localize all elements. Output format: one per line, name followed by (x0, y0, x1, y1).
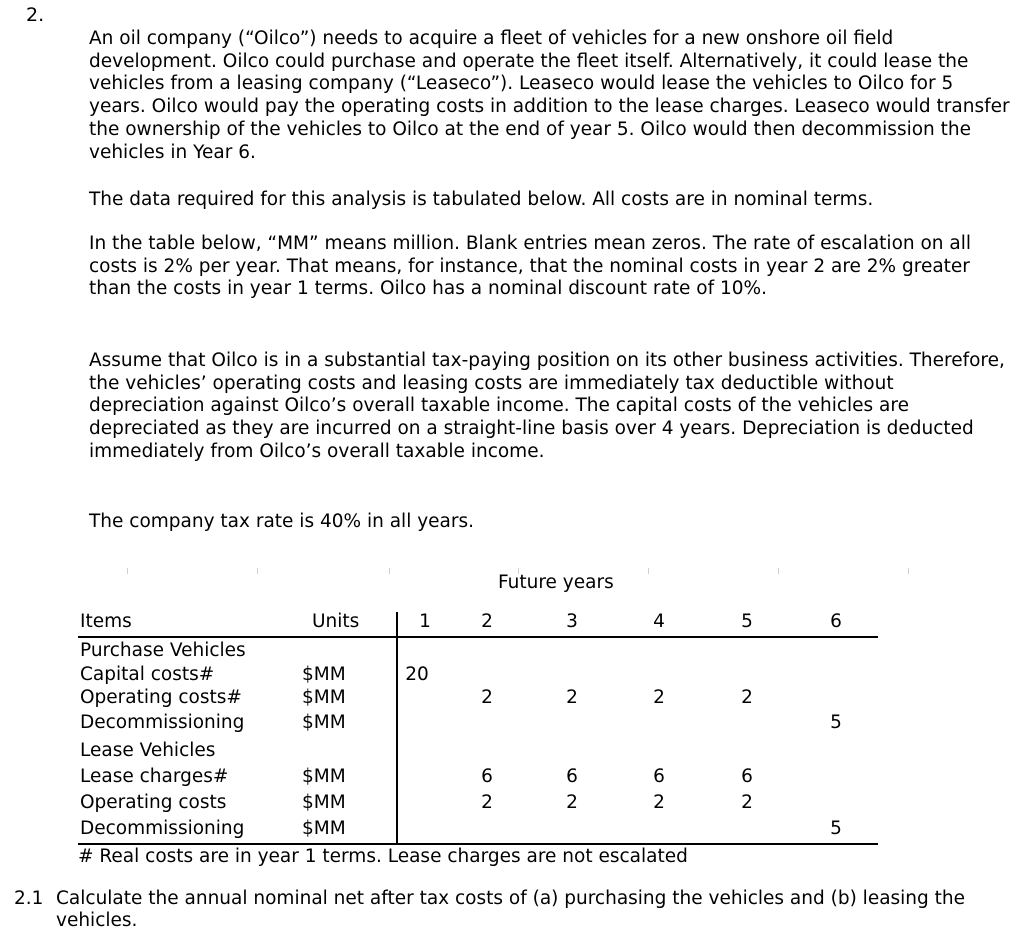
paragraph-text: Assume that Oilco is in a substantial tax-paying position on its other business activities. Therefore, the vehicles’ operating costs and leasing costs are immediately tax deductible without depreciation against Oilco’s overall taxable income. The capital costs of the vehicles are depreciated as they are incurred on a straight-line basis over 4 years. Depreciation is deducted immediately from Oilco’s overall taxable income. (89, 350, 1005, 462)
question-number: 2. (26, 4, 45, 26)
table-cell: 2 (481, 687, 493, 708)
paragraph-tax-rate (89, 511, 1014, 534)
section-label-lease: Lease Vehicles (80, 740, 216, 761)
header-rule (78, 636, 878, 638)
items-header: Items (80, 611, 132, 632)
row-label: Lease charges# (80, 766, 229, 787)
question-2-1-text: Calculate the annual nominal net after tax costs of (a) purchasing the vehicles and (b) leasing the vehicles. (56, 888, 966, 931)
faint-tick (648, 568, 649, 574)
cost-table (0, 560, 1024, 870)
table-cell: 20 (405, 664, 429, 685)
row-label: Operating costs (80, 792, 227, 813)
section-label-purchase: Purchase Vehicles (80, 640, 246, 661)
question-2-1 (14, 888, 1018, 932)
table-footnote: # Real costs are in year 1 terms. Lease charges are not escalated (78, 846, 688, 867)
table-cell: 2 (481, 792, 493, 813)
paragraph-data-note (89, 189, 1014, 212)
row-label: Capital costs# (80, 664, 215, 685)
faint-tick (908, 568, 909, 574)
year-header: 5 (741, 611, 753, 632)
paragraph-escalation (89, 233, 1014, 301)
year-header: 4 (653, 611, 665, 632)
units-divider (396, 612, 398, 843)
faint-tick (127, 568, 128, 574)
year-header: 3 (566, 611, 578, 632)
table-cell: 2 (741, 687, 753, 708)
table-cell: 6 (653, 766, 665, 787)
paragraph-text: The data required for this analysis is tabulated below. All costs are in nominal terms. (89, 189, 874, 210)
table-cell: 2 (653, 687, 665, 708)
table-cell: 6 (481, 766, 493, 787)
faint-tick (778, 568, 779, 574)
row-unit: $MM (302, 712, 346, 733)
faint-tick (389, 568, 390, 574)
paragraph-tax (89, 350, 1014, 464)
paragraph-text: In the table below, “MM” means million. Blank entries mean zeros. The rate of escalation on all costs is 2% per year. That means, for instance, that the nominal costs in year 2 are 2% greater than the costs in year 1 terms. Oilco has a nominal discount rate of 10%. (89, 233, 972, 300)
row-unit: $MM (302, 818, 346, 839)
paragraph-text: An oil company (“Oilco”) needs to acquire a fleet of vehicles for a new onshore oil field development. Oilco could purchase and operate the fleet itself. Alternatively, it could lease the vehicles from a leasing company (“Leaseco”). Leaseco would lease the vehicles to Oilco for 5 years. Oilco would pay the operating costs in addition to the lease charges. Leaseco would transfer the ownership of the vehicles to Oilco at the end of year 5. Oilco would then decommission the vehicles in Year 6. (89, 28, 1010, 163)
row-unit: $MM (302, 664, 346, 685)
question-2-1-label: 2.1 (14, 888, 44, 909)
row-label: Operating costs# (80, 687, 242, 708)
year-header: 6 (830, 611, 842, 632)
future-years-header: Future years (498, 572, 614, 593)
units-header: Units (312, 611, 360, 632)
row-label: Decommissioning (80, 818, 245, 839)
table-cell: 2 (566, 687, 578, 708)
row-unit: $MM (302, 687, 346, 708)
table-cell: 6 (566, 766, 578, 787)
table-cell: 2 (653, 792, 665, 813)
paragraph-intro (89, 28, 1014, 164)
table-cell: 2 (566, 792, 578, 813)
bottom-rule (78, 843, 878, 845)
table-cell: 2 (741, 792, 753, 813)
year-header: 1 (419, 611, 431, 632)
paragraph-text: The company tax rate is 40% in all years. (89, 511, 475, 532)
table-cell: 5 (830, 818, 842, 839)
row-label: Decommissioning (80, 712, 245, 733)
year-header: 2 (481, 611, 493, 632)
row-unit: $MM (302, 766, 346, 787)
row-unit: $MM (302, 792, 346, 813)
faint-tick (257, 568, 258, 574)
table-cell: 6 (741, 766, 753, 787)
table-cell: 5 (830, 712, 842, 733)
